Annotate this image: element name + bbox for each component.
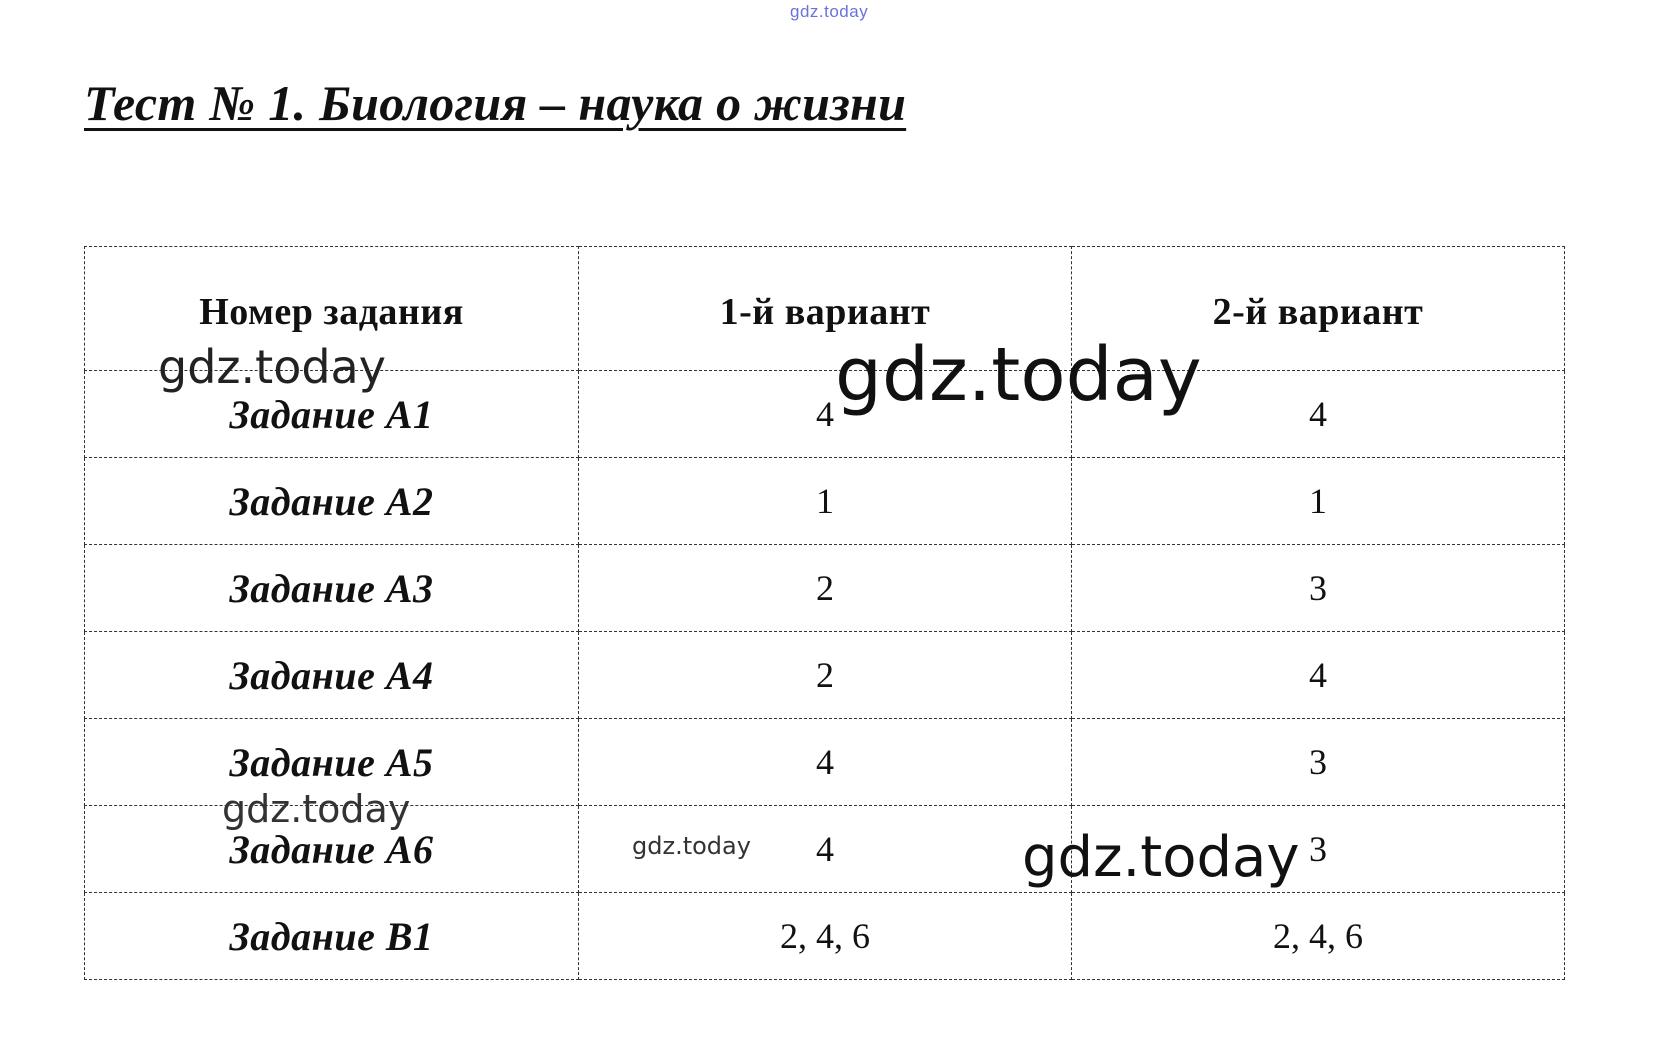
watermark: gdz.today <box>158 340 386 394</box>
table-row <box>85 893 1565 980</box>
variant-1-answer: 2 <box>579 545 1072 632</box>
table-row <box>85 545 1565 632</box>
variant-2-answer: 4 <box>1072 632 1565 719</box>
table-row <box>85 719 1565 806</box>
variant-2-answer: 1 <box>1072 458 1565 545</box>
table-row <box>85 371 1565 458</box>
task-label: Задание А1 <box>85 371 579 458</box>
table-header-row <box>85 247 1565 371</box>
variant-2-answer: 3 <box>1072 806 1565 893</box>
variant-2-answer: 4 <box>1072 371 1565 458</box>
task-label: Задание В1 <box>85 893 579 980</box>
watermark: gdz.today <box>1022 825 1300 890</box>
variant-1-answer: 4 <box>579 371 1072 458</box>
page-title: Тест № 1. Биология – наука о жизни <box>84 75 907 131</box>
table-row <box>85 806 1565 893</box>
task-label: Задание А2 <box>85 458 579 545</box>
header-variant-2: 2-й вариант <box>1072 247 1565 371</box>
watermark: gdz.today <box>222 787 411 831</box>
table-row <box>85 632 1565 719</box>
variant-1-answer: 2, 4, 6 <box>579 893 1072 980</box>
task-label: Задание А5 <box>85 719 579 806</box>
variant-2-answer: 3 <box>1072 719 1565 806</box>
top-watermark: gdz.today <box>790 2 869 21</box>
table-row <box>85 458 1565 545</box>
variant-1-answer: 1 <box>579 458 1072 545</box>
watermark: gdz.today <box>632 832 751 860</box>
watermark: gdz.today <box>835 332 1202 418</box>
header-task-number: Номер задания <box>85 247 579 371</box>
variant-2-answer: 2, 4, 6 <box>1072 893 1565 980</box>
task-label: Задание А6 <box>85 806 579 893</box>
header-variant-1: 1-й вариант <box>579 247 1072 371</box>
variant-1-answer: 4 <box>579 719 1072 806</box>
task-label: Задание А4 <box>85 632 579 719</box>
variant-2-answer: 3 <box>1072 545 1565 632</box>
variant-1-answer: 2 <box>579 632 1072 719</box>
variant-1-answer: 4 <box>579 806 1072 893</box>
task-label: Задание А3 <box>85 545 579 632</box>
answer-table <box>84 246 1565 980</box>
